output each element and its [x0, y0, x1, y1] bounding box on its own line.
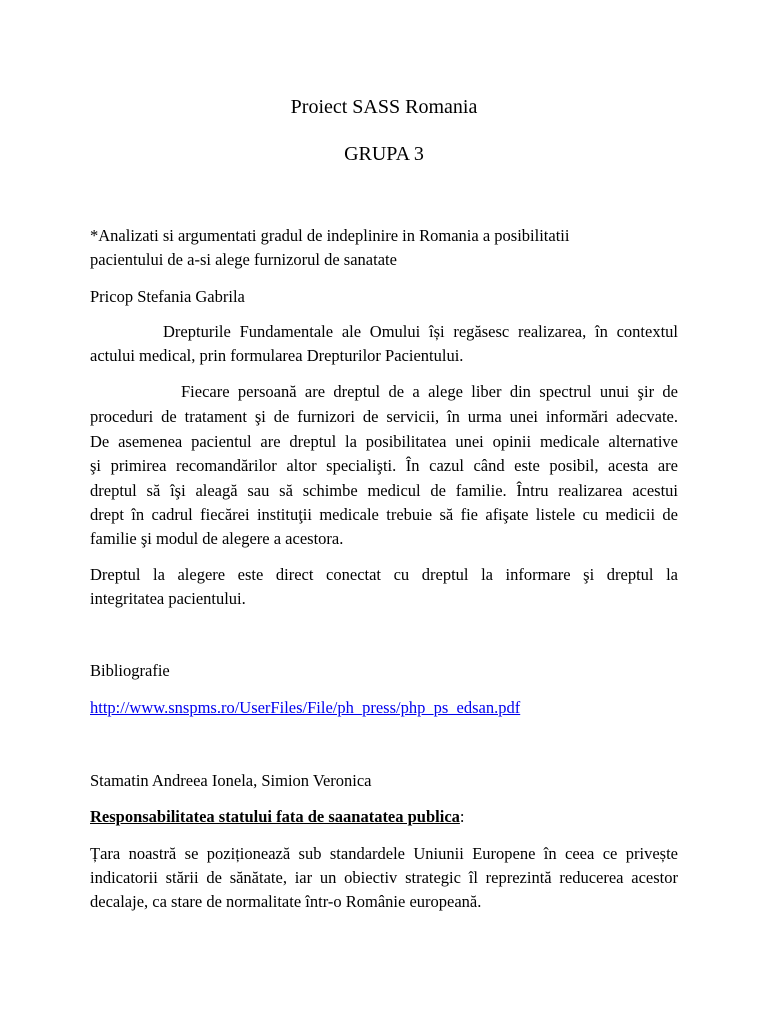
paragraph-line: proceduri de tratament şi de furnizori de servicii, în urma unei informări adecvate. — [90, 407, 678, 426]
paragraph-line: dreptul să îşi aleagă sau să schimbe medicul de familie. Întru realizarea acestui — [90, 481, 678, 500]
bibliography-link[interactable]: http://www.snspms.ro/UserFiles/File/ph_press/php_ps_edsan.pdf — [90, 698, 521, 717]
paragraph-line: Drepturile Fundamentale ale Omului își regăsesc realizarea, în contextul — [163, 322, 678, 341]
group-heading: GRUPA 3 — [344, 143, 424, 165]
paragraph-line: actului medical, prin formularea Drepturilor Pacientului. — [90, 346, 464, 365]
paragraph-line: decalaje, ca stare de normalitate într-o Românie europeană. — [90, 892, 482, 911]
author-name: Pricop Stefania Gabrila — [90, 287, 245, 306]
question-line: *Analizati si argumentati gradul de indeplinire in Romania a posibilitatii — [90, 226, 570, 245]
author-name: Stamatin Andreea Ionela, Simion Veronica — [90, 771, 372, 790]
paragraph-line: familie şi modul de alegere a acestora. — [90, 529, 344, 548]
paragraph-line: drept în cadrul fiecărei instituţii medicale trebuie să fie afişate listele cu medicii de — [90, 505, 678, 524]
paragraph-line: Țara noastră se poziționează sub standardele Uniunii Europene în ceea ce privește — [90, 844, 678, 863]
paragraph-line: integritatea pacientului. — [90, 589, 246, 608]
bibliography-link-row — [90, 698, 678, 718]
section-heading-row — [90, 807, 678, 827]
bibliography-label: Bibliografie — [90, 661, 170, 680]
section-heading-colon: : — [459, 807, 465, 826]
paragraph-line: Dreptul la alegere este direct conectat cu dreptul la informare şi dreptul la — [90, 565, 678, 584]
section-heading: Responsabilitatea statului fata de saanatatea publica — [90, 807, 460, 826]
question-line: pacientului de a-si alege furnizorul de sanatate — [90, 250, 397, 269]
paragraph-line: şi primirea recomandărilor altor specialişti. În cazul când este posibil, acesta are — [90, 456, 678, 475]
paragraph-line: indicatorii stării de sănătate, iar un obiectiv strategic îl reprezintă reducerea acestor — [90, 868, 678, 887]
paragraph-line: Fiecare persoană are dreptul de a alege liber din spectrul unui şir de — [181, 382, 678, 401]
paragraph-line: De asemenea pacientul are dreptul la posibilitatea unei opinii medicale alternative — [90, 432, 678, 451]
document-title: Proiect SASS Romania — [290, 96, 478, 118]
